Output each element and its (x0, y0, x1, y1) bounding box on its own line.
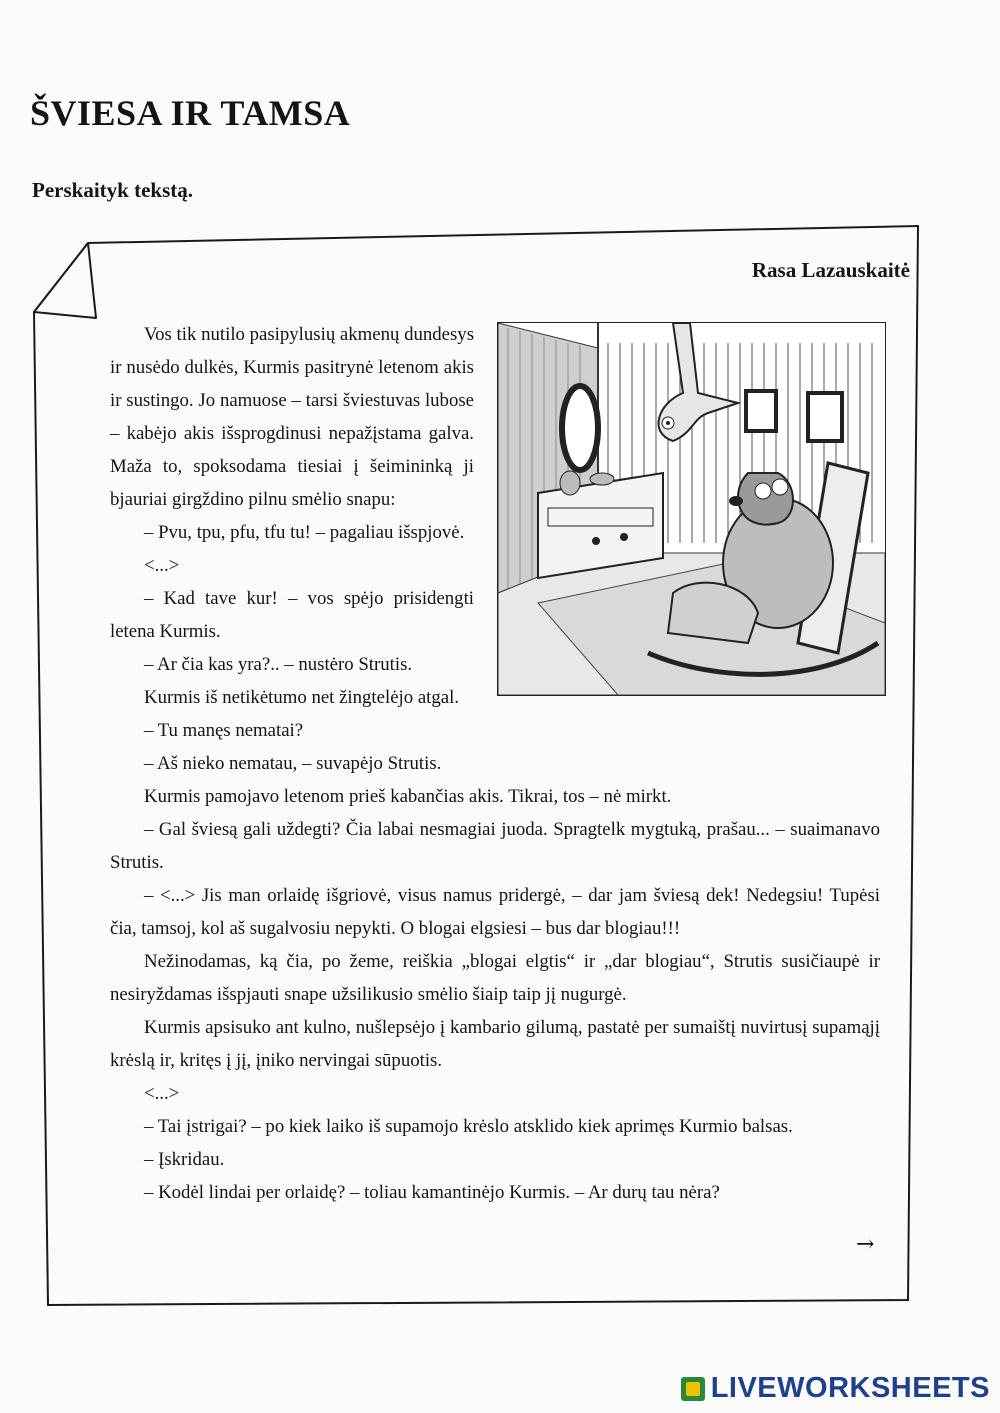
story-paragraph: – Kodėl lindai per orlaidę? – toliau kamantinėjo Kurmis. – Ar durų tau nėra? (144, 1182, 720, 1203)
instruction: Perskaityk tekstą. (32, 178, 193, 202)
story-paragraph: – Tai įstrigai? – po kiek laiko iš supamojo krėslo atsklido kiek aprimęs Kurmio balsas. (144, 1116, 793, 1137)
logo-badge-icon (681, 1377, 705, 1401)
story-paragraph: – Pvu, tpu, pfu, tfu tu! – pagaliau išspjovė. (144, 522, 465, 543)
logo-text: LIVEWORKSHEETS (710, 1372, 990, 1404)
story-paragraph: Nežinodamas, ką čia, po žeme, reiškia „blogai elgtis“ ir „dar blogiau“, Strutis susičiaupė ir nesiryždamas išspjauti snape užsilikusio smėlio šiaip taip jį nugurgė. (110, 951, 880, 1005)
story-paragraph: Kurmis iš netikėtumo net žingtelėjo atgal. (144, 687, 460, 708)
mole-illustration (497, 322, 886, 696)
story-paragraph: Kurmis apsisuko ant kulno, nušlepsėjo į kambario gilumą, pastatė per sumaištį nuvirtusį supamąjį krėslą ir, kritęs į jį, įniko nervingai sūpuotis. (110, 1017, 880, 1071)
story-paragraph: – <...> Jis man orlaidę išgriovė, visus namus pridergė, – dar jam šviesą dek! Nedegsiu! Tupėsi čia, tamsoj, kol aš sugalvosiu nepykti. O blogai elgsiesi – bus dar blogiau!!! (110, 885, 880, 939)
story-paragraph: Vos tik nutilo pasipylusių akmenų dundesys ir nusėdo dulkės, Kurmis pasitrynė letenom akis ir sustingo. Jo namuose – tarsi šviestuvas lubose – kabėjo akis išsprogdinusi nepažįstama galva. Maža to, spoksodama tiesiai į šeimininką ji bjauriai girgždino pilnu smėlio snapu: (110, 324, 474, 510)
story-paragraph: – Įskridau. (144, 1149, 225, 1170)
story-paragraph: – Ar čia kas yra?.. – nustėro Strutis. (144, 654, 413, 675)
story-paragraph: <...> (144, 555, 180, 576)
story-paragraph: – Kad tave kur! – vos spėjo prisidengti letena Kurmis. (110, 588, 474, 642)
page-title: ŠVIESA IR TAMSA (30, 93, 351, 133)
story-paragraph: – Gal šviesą gali uždegti? Čia labai nesmagiai juoda. Spragtelk mygtuką, prašau... – suaimanavo Strutis. (110, 819, 880, 873)
liveworksheets-logo (681, 1372, 990, 1405)
story-paragraph: Kurmis pamojavo letenom prieš kabančias akis. Tikrai, tos – nė mirkt. (144, 786, 672, 807)
author: Rasa Lazauskaitė (751, 258, 910, 282)
story-paragraph: – Aš nieko nematau, – suvapėjo Strutis. (144, 753, 442, 774)
story-paragraph: – Tu manęs nematai? (144, 720, 304, 741)
continue-arrow-icon: → (856, 1232, 875, 1257)
story-paragraph: <...> (144, 1083, 180, 1104)
